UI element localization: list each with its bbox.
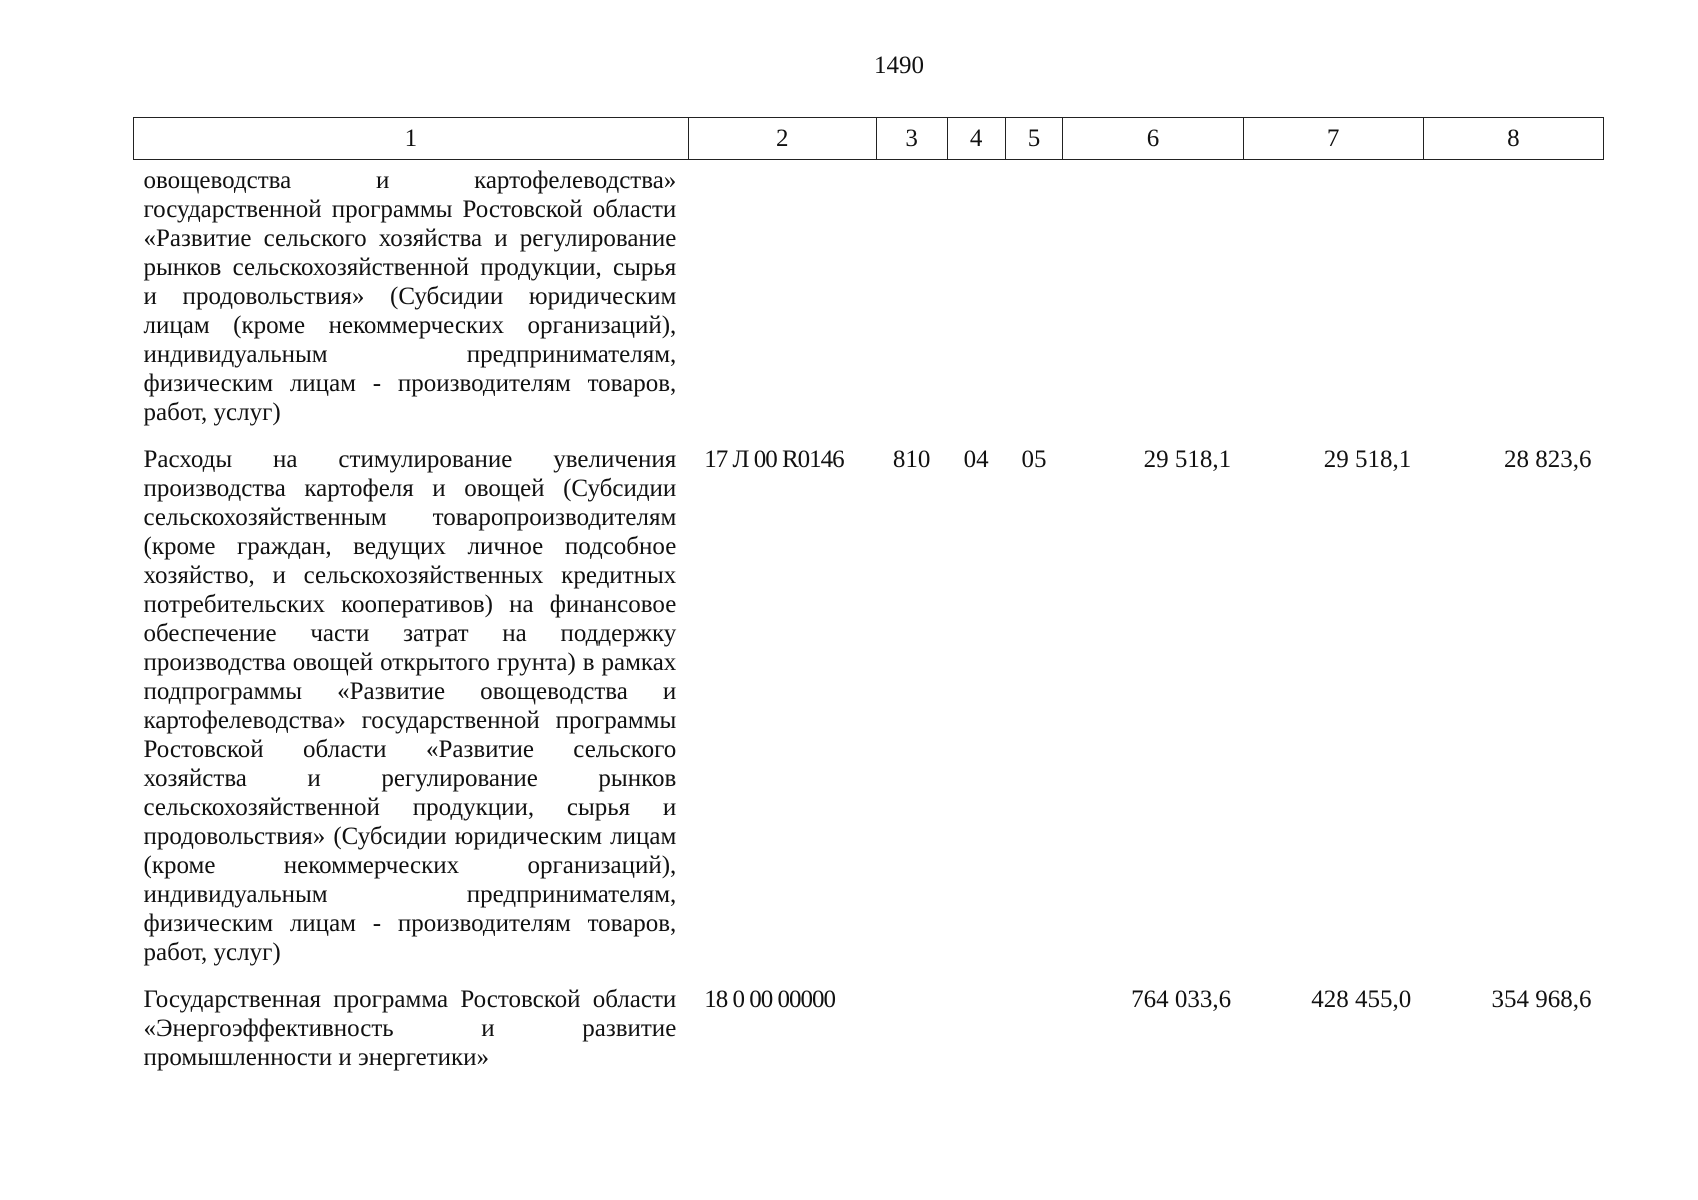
target-code: 17 Л 00 R0146 — [704, 446, 844, 473]
row-description: овощеводства и картофелеводства» государственной программы Ростовской области «Развитие сельского хозяйства и регулирование рынков сельскохозяйственной продукции, сырья и продовольствия» (Субсидии юридическим лицам (кроме некоммерческих организаций), индивидуальным предпринимателям, физическим лицам - производителям товаров, работ, услуг) — [143, 167, 677, 426]
page-number: 1490 — [874, 52, 924, 79]
subsection: 05 — [1021, 446, 1047, 473]
column-header-2: 2 — [688, 118, 876, 160]
row-description: Государственная программа Ростовской области «Энергоэффективность и развитие промышленности и энергетики» — [143, 986, 677, 1071]
column-header-1: 1 — [134, 118, 689, 160]
section: 04 — [963, 446, 989, 473]
section — [947, 979, 1005, 1084]
section — [947, 160, 1005, 440]
column-header-6: 6 — [1063, 118, 1243, 160]
table-row — [134, 439, 1604, 979]
amount-col7: 29 518,1 — [1323, 446, 1412, 473]
amount-col8: 354 968,6 — [1491, 986, 1592, 1013]
expense-type: 810 — [892, 446, 931, 473]
column-header-5: 5 — [1005, 118, 1063, 160]
amount-col7: 428 455,0 — [1311, 986, 1412, 1013]
amount-col8 — [1423, 160, 1603, 440]
column-header-7: 7 — [1243, 118, 1423, 160]
column-header-4: 4 — [947, 118, 1005, 160]
amount-col6 — [1063, 160, 1243, 440]
column-header-3: 3 — [876, 118, 947, 160]
column-header-8: 8 — [1423, 118, 1603, 160]
table-row — [134, 160, 1604, 440]
target-code — [688, 160, 876, 440]
amount-col6: 764 033,6 — [1131, 986, 1232, 1013]
subsection — [1005, 160, 1063, 440]
amount-col7 — [1243, 160, 1423, 440]
expense-type — [876, 160, 947, 440]
target-code: 18 0 00 00000 — [704, 986, 836, 1013]
expense-type — [876, 979, 947, 1084]
table-row — [134, 979, 1604, 1084]
row-description: Расходы на стимулирование увеличения производства картофеля и овощей (Субсидии сельскохозяйственным товаропроизводителям (кроме граждан, ведущих личное подсобное хозяйство, и сельскохозяйственных кредитных потребительских кооперативов) на финансовое обеспечение части затрат на поддержку производства овощей открытого грунта) в рамках подпрограммы «Развитие овощеводства и картофелеводства» государственной программы Ростовской области «Развитие сельского хозяйства и регулирование рынков сельскохозяйственной продукции, сырья и продовольствия» (Субсидии юридическим лицам (кроме некоммерческих организаций), индивидуальным предпринимателям, физическим лицам - производителям товаров, работ, услуг) — [143, 446, 677, 966]
subsection — [1005, 979, 1063, 1084]
budget-table — [133, 117, 1604, 1084]
table-header-row — [134, 118, 1604, 160]
amount-col8: 28 823,6 — [1504, 446, 1592, 473]
amount-col6: 29 518,1 — [1143, 446, 1232, 473]
